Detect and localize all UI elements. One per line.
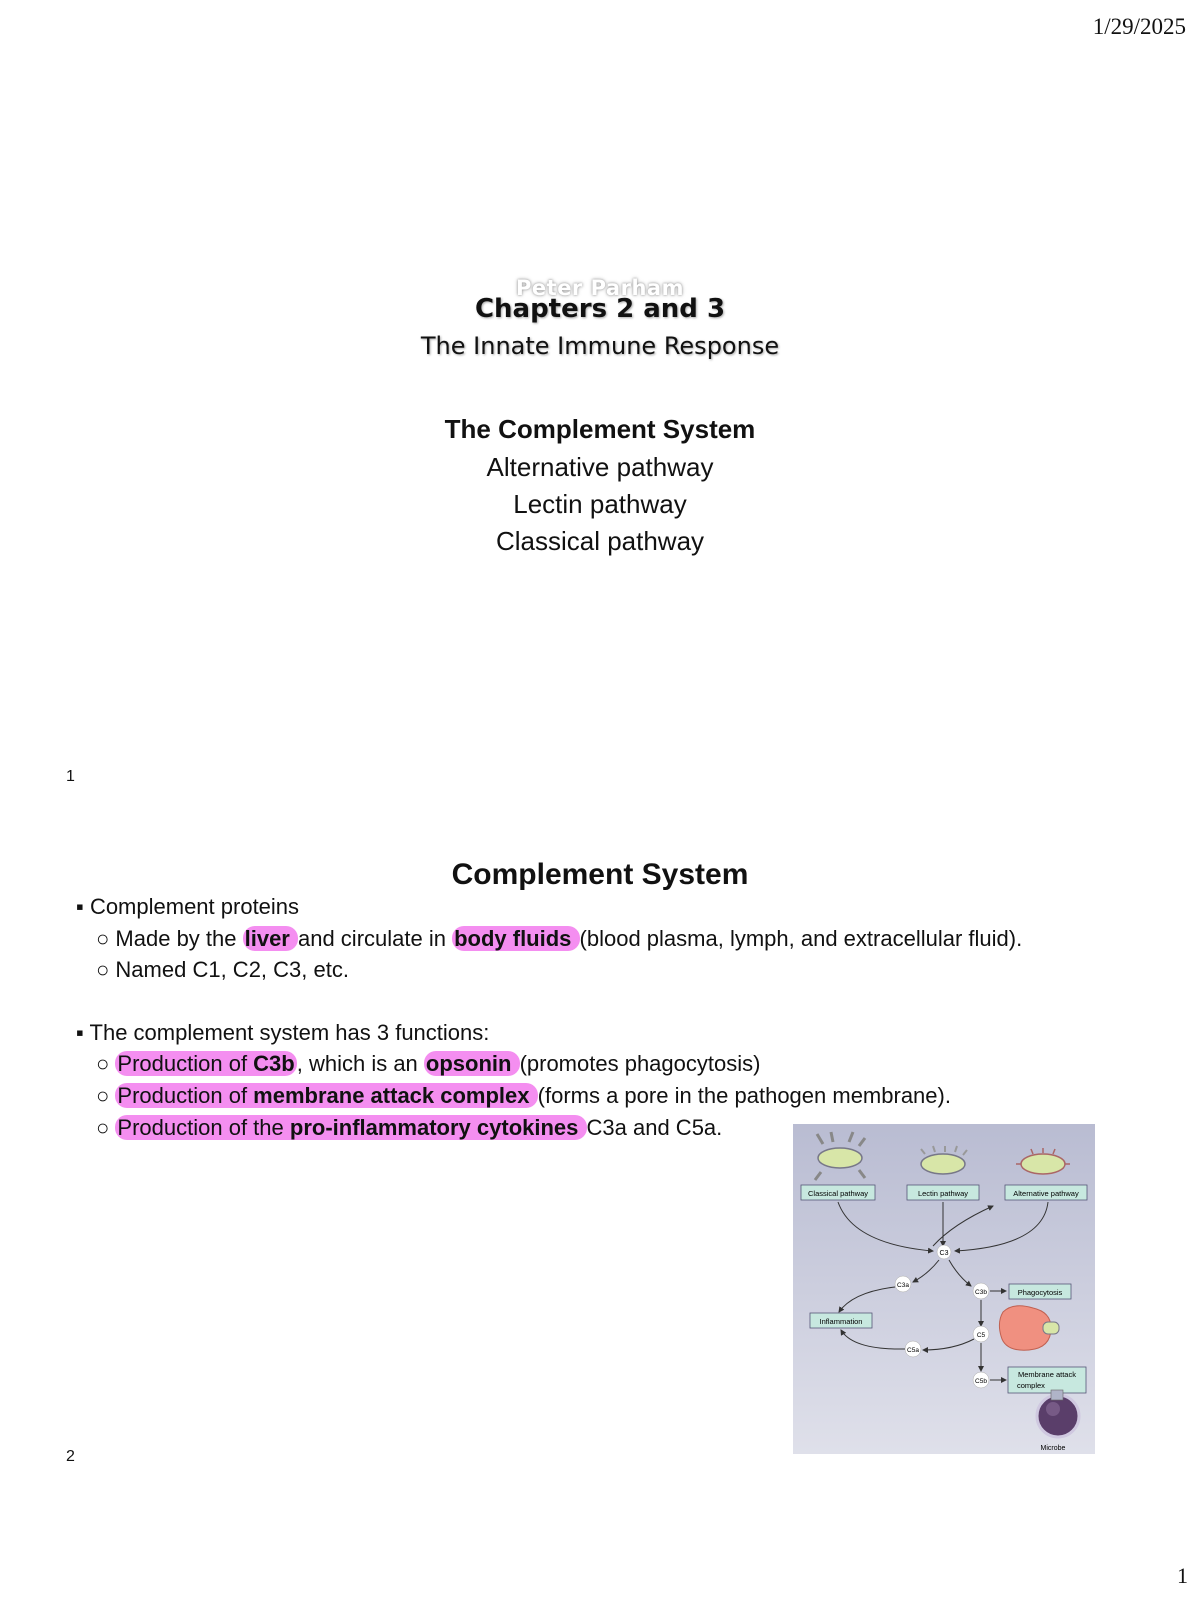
svg-text:Alternative pathway: Alternative pathway [1013, 1189, 1079, 1198]
author-watermark: Peter Parham [516, 276, 684, 300]
pathway-lectin: Lectin pathway [513, 489, 687, 519]
microbe-label: Microbe [1040, 1445, 1066, 1452]
classical-pathway-label [801, 1185, 875, 1200]
circle-bullet-icon: ○ [96, 957, 110, 982]
c5-label: C5 [976, 1332, 986, 1339]
sub-bullet-named: ○ Named C1, C2, C3, etc. [96, 957, 349, 982]
svg-text:Phagocytosis: Phagocytosis [1017, 1288, 1063, 1297]
svg-text:Classical pathway: Classical pathway [807, 1189, 869, 1198]
svg-text:complex: complex [1017, 1381, 1045, 1390]
circle-bullet-icon: ○ [96, 1051, 110, 1076]
c3a-label: C3a [897, 1282, 909, 1289]
circle-bullet-icon: ○ [96, 926, 110, 951]
circle-bullet-icon: ○ [96, 1115, 110, 1140]
square-bullet-icon: ▪ [76, 894, 84, 919]
c5b-label: C5b [975, 1378, 987, 1385]
sub-bullet-cytokines: ○ Production of the pro-inflammatory cytokines C3a and C5a. [96, 1115, 723, 1140]
mac-label [1008, 1367, 1086, 1393]
complement-pathway-figure [793, 1124, 1095, 1454]
svg-text:Membrane attack: Membrane attack [1018, 1370, 1076, 1379]
pathway-classical: Classical pathway [495, 526, 705, 556]
svg-text:Inflammation: Inflammation [819, 1317, 863, 1326]
chapters-title: Chapters 2 and 3 [474, 294, 726, 324]
phagocytosis-label [1009, 1284, 1071, 1299]
c3b-label: C3b [975, 1289, 987, 1296]
bullet-complement-proteins: ▪ Complement proteins [76, 894, 300, 919]
sub-bullet-mac: ○ Production of membrane attack complex (forms a pore in the pathogen membrane). [96, 1083, 951, 1108]
slide-title: Complement System [451, 858, 749, 891]
page-number: 1 [1177, 1563, 1188, 1588]
circle-bullet-icon: ○ [96, 1083, 110, 1108]
square-bullet-icon: ▪ [76, 1020, 84, 1045]
slide-number: 2 [66, 1448, 75, 1465]
pathway-alternative: Alternative pathway [486, 452, 714, 482]
alternative-pathway-label [1005, 1185, 1087, 1200]
bullet-functions: ▪ The complement system has 3 functions: [76, 1020, 490, 1045]
svg-text:Lectin pathway: Lectin pathway [917, 1189, 969, 1198]
sub-bullet-made-by: ○ Made by the liver and circulate in body fluids (blood plasma, lymph, and extracellular fluid). [96, 926, 1023, 951]
c5a-label: C5a [907, 1347, 919, 1354]
lectin-pathway-label [907, 1185, 979, 1200]
c3-label: C3 [939, 1250, 949, 1257]
subtitle: The Innate Immune Response [420, 332, 780, 360]
section-title: The Complement System [444, 414, 756, 444]
slide-number: 1 [66, 768, 75, 785]
sub-bullet-c3b: ○ Production of C3b, which is an opsonin (promotes phagocytosis) [96, 1051, 761, 1076]
date-header: 1/29/2025 [1092, 14, 1186, 39]
inflammation-label [810, 1313, 872, 1328]
